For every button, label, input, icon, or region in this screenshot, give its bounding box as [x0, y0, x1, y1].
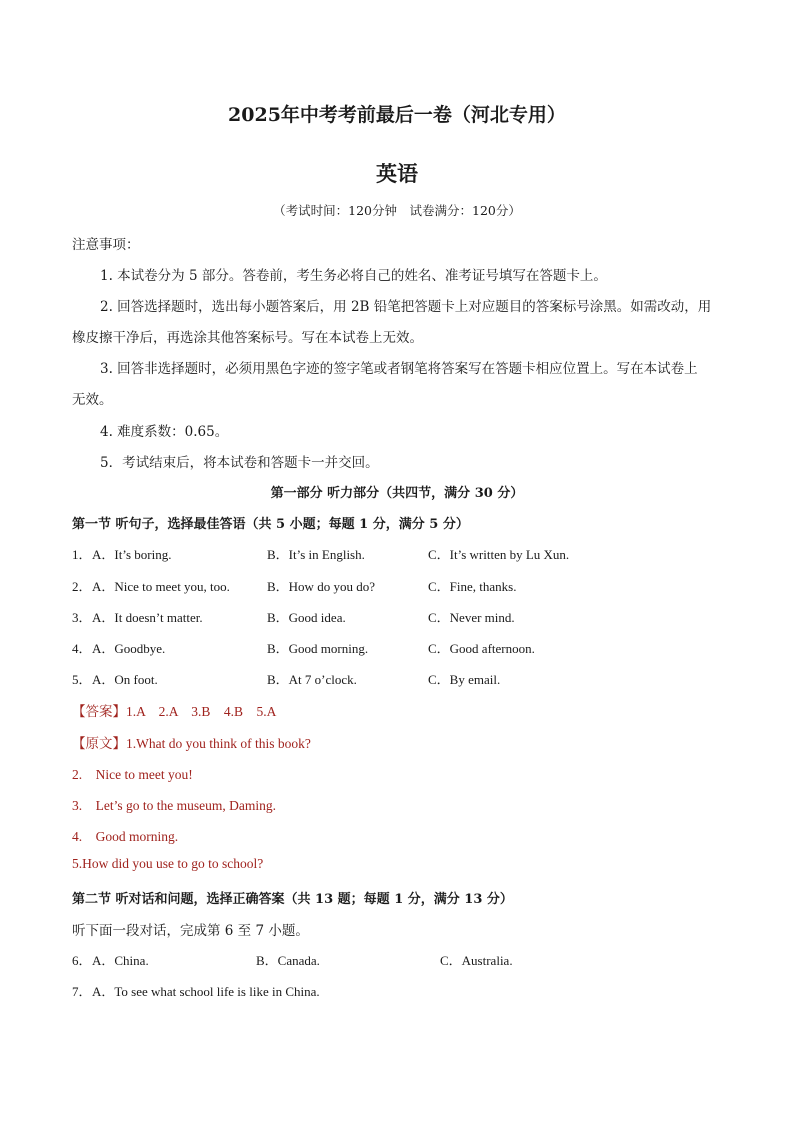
- answer-line: [72, 700, 276, 720]
- option-c: C．Australia.: [440, 953, 513, 968]
- answer-label: 【答案】: [72, 704, 126, 720]
- option-a: A．On foot.: [92, 672, 158, 687]
- note-item: 3. 回答非选择题时，必须用黑色字迹的签字笔或者钢笔将答案写在答题卡相应位置上。写在本试卷上: [100, 361, 698, 377]
- part1-heading: 第一部分 听力部分（共四节，满分 30 分）: [270, 486, 524, 501]
- option-a: A．Nice to meet you, too.: [92, 579, 230, 594]
- transcript-text: 1.What do you think of this book?: [126, 736, 311, 751]
- option-b: B．At 7 o’clock.: [267, 672, 357, 687]
- option-a: A．It doesn’t matter.: [92, 610, 203, 625]
- option-b: B．Good idea.: [267, 610, 346, 625]
- option-b: B．It’s in English.: [267, 547, 365, 562]
- option-b: B．Canada.: [256, 953, 320, 968]
- question-number: 1．: [72, 547, 92, 562]
- option-a: A．Goodbye.: [92, 641, 166, 656]
- option-a: A．China.: [92, 953, 149, 968]
- option-a: A．To see what school life is like in China.: [92, 984, 320, 999]
- question-number: 4．: [72, 641, 92, 656]
- subject-heading: 英语: [376, 161, 418, 186]
- note-item: 2. 回答选择题时，选出每小题答案后，用 2B 铅笔把答题卡上对应题目的答案标号涂黑。如需改动，用: [100, 299, 712, 315]
- note-item-continued: 橡皮擦干净后，再选涂其他答案标号。写在本试卷上无效。: [72, 330, 423, 346]
- section2-instruction: 听下面一段对话，完成第 6 至 7 小题。: [72, 923, 309, 939]
- option-a: A．It’s boring.: [92, 547, 172, 562]
- transcript-text: 4. Good morning.: [72, 829, 179, 844]
- option-c: C．Fine, thanks.: [428, 579, 517, 594]
- page-title: 2025年中考考前最后一卷（河北专用）: [228, 104, 566, 126]
- transcript-label: 【原文】: [72, 736, 126, 752]
- question-number: 3．: [72, 610, 92, 625]
- option-c: C．Never mind.: [428, 610, 515, 625]
- answer-text: 1.A 2.A 3.B 4.B 5.A: [126, 704, 277, 719]
- section2-heading: 第二节 听对话和问题，选择正确答案（共 13 题；每题 1 分，满分 13 分）: [72, 892, 513, 907]
- section1-heading: 第一节 听句子，选择最佳答语（共 5 小题；每题 1 分，满分 5 分）: [72, 517, 469, 532]
- note-item: 4. 难度系数：0.65。: [100, 424, 229, 440]
- transcript-text: 5.How did you use to go to school?: [72, 856, 264, 871]
- note-item-continued: 无效。: [72, 392, 113, 408]
- exam-meta: （考试时间：120分钟 试卷满分：120分）: [273, 203, 521, 218]
- option-c: C．It’s written by Lu Xun.: [428, 547, 570, 562]
- note-item: 1. 本试卷分为 5 部分。答卷前，考生务必将自己的姓名、准考证号填写在答题卡上。: [100, 268, 607, 284]
- question-number: 5．: [72, 672, 92, 687]
- question-number: 6．: [72, 953, 92, 968]
- question-number: 7．: [72, 984, 92, 999]
- notes-heading: 注意事项：: [72, 237, 140, 253]
- question-number: 2．: [72, 579, 92, 594]
- option-c: C．By email.: [428, 672, 501, 687]
- transcript-line: [72, 732, 311, 752]
- option-b: B．Good morning.: [267, 641, 369, 656]
- transcript-text: 3. Let’s go to the museum, Daming.: [72, 798, 276, 813]
- note-item: 5．考试结束后，将本试卷和答题卡一并交回。: [100, 455, 379, 471]
- transcript-text: 2. Nice to meet you!: [72, 767, 193, 782]
- option-c: C．Good afternoon.: [428, 641, 535, 656]
- option-b: B．How do you do?: [267, 579, 375, 594]
